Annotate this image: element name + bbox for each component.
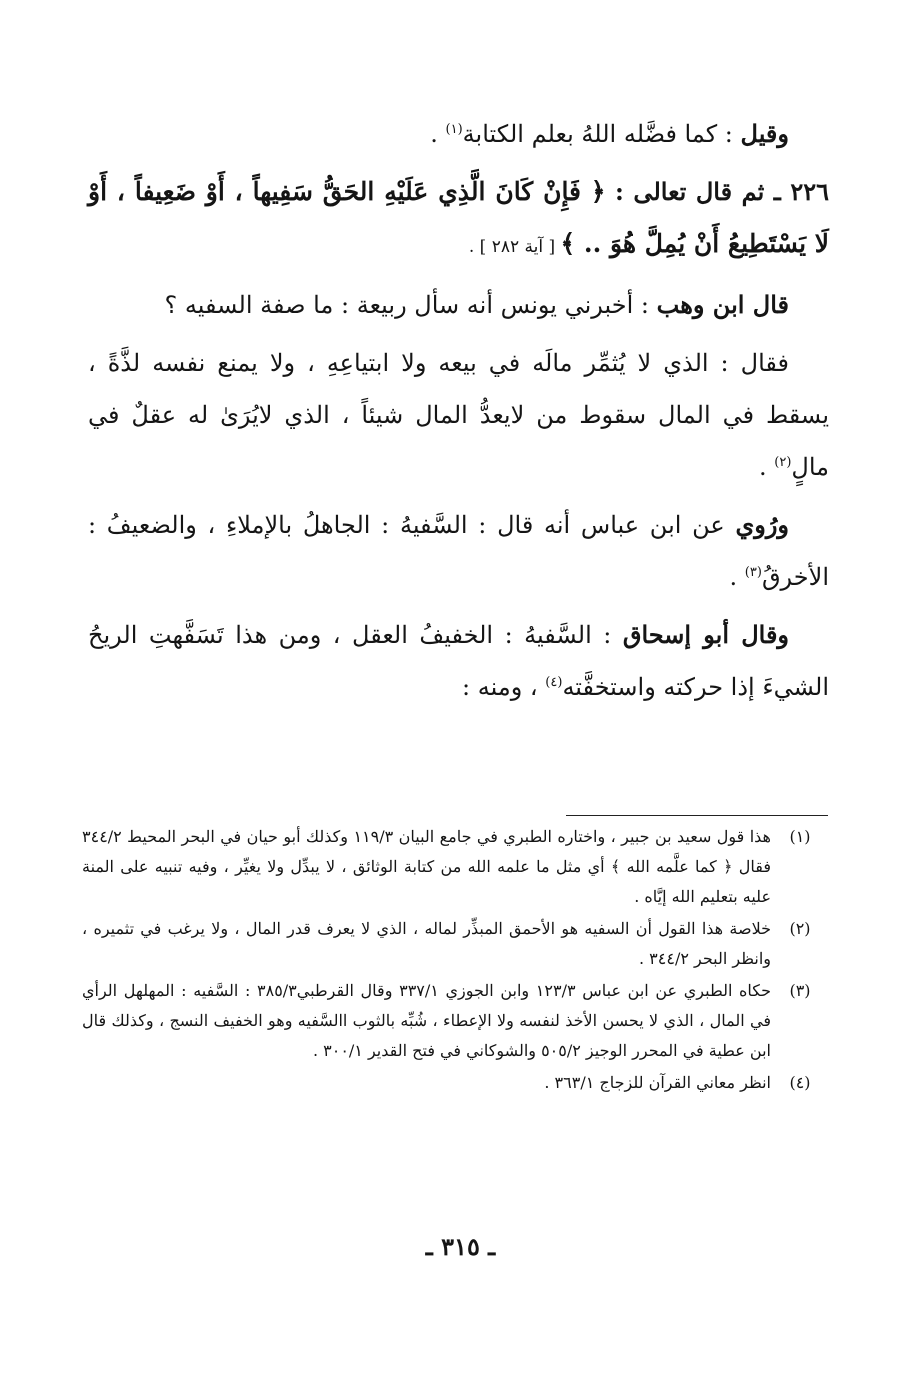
item-number: ٢٢٦ ـ bbox=[773, 177, 830, 206]
footnote-ref-3: (٣) bbox=[744, 565, 762, 580]
footnotes bbox=[82, 822, 829, 1100]
page-number: ـ ٣١٥ ـ bbox=[425, 1232, 496, 1261]
paragraph-4 bbox=[88, 337, 829, 493]
footnote-text: هذا قول سعيد بن جبير ، واختاره الطبري في جامع البيان ١١٩/٣ وكذلك أبو حيان في البحر المحيط ٣٤٤/٢ فقال ﴿ كما علَّمه الله ﴾ أي مثل ما علمه الله من كتابة الوثائق ، لا يبدِّل ولا يغيِّر ، وفيه تنبيه على المنة عليه بتعليم الله إيَّاه . bbox=[82, 827, 771, 906]
paragraph-4-text: فقال : الذي لا يُثمِّر مالَه في بيعه ولا ابتياعِهِ ، ولا يمنع نفسه لذَّةً ، يسقط في المال سقوط من لايعدُّ المال شيئاً ، الذي لايُرَىٰ له عقلٌ في مالٍ bbox=[88, 349, 829, 481]
paragraph-1-end: . bbox=[430, 120, 446, 148]
footnote-text: خلاصة هذا القول أن السفيه هو الأحمق المبذِّر لماله ، الذي لا يعرف قدر المال ، ولا يرغب في تثميره ، وانظر البحر ٣٤٤/٢ . bbox=[82, 919, 772, 968]
footnote-ref-4: (٤) bbox=[545, 675, 563, 690]
footnote-ref-2: (٢) bbox=[774, 455, 792, 470]
footnote-text: حكاه الطبري عن ابن عباس ١٢٣/٣ وابن الجوزي ٣٣٧/١ وقال القرطبي٣٨٥/٣ : السَّفيه : المهلهل الرأي في المال ، الذي لا يحسن الأخذ لنفسه ولا الإعطاء ، شُبِّه بالثوب االسَّفيه وهو الخفيف النسج ، وكذلك قال ابن عطية في المحرر الوجيز ٥٠٥/٢ والشوكاني في فتح القدير ٣٠٠/١ . bbox=[82, 981, 772, 1060]
paragraph-2 bbox=[88, 166, 829, 273]
footnote-text: انظر معاني القرآن للزجاج ٣٦٣/١ . bbox=[544, 1073, 771, 1092]
footnote-4 bbox=[82, 1068, 829, 1098]
footnote-3 bbox=[82, 976, 829, 1066]
paragraph-3 bbox=[88, 279, 829, 331]
paragraph-1-lead: وقيل bbox=[740, 119, 789, 148]
footnote-number: (١) bbox=[789, 827, 811, 846]
paragraph-6-text: : السَّفيهُ : الخفيفُ العقل ، ومن هذا تَسَفَّهتِ الريحُ الشيءَ إذا حركته واستخفَّته bbox=[88, 621, 829, 701]
footnote-2 bbox=[82, 914, 829, 974]
paragraph-5-lead: ورُوي bbox=[735, 510, 789, 539]
paragraph-2-lead: ثم قال تعالى : bbox=[605, 177, 774, 206]
paragraph-3-text: : أخبرني يونس أنه سأل ربيعة : ما صفة السفيه ؟ bbox=[164, 291, 657, 319]
footnote-1 bbox=[82, 822, 829, 912]
paragraph-5-end: . bbox=[729, 563, 745, 591]
footnote-number: (٢) bbox=[789, 919, 811, 938]
paragraph-5 bbox=[88, 499, 829, 603]
paragraph-3-lead: قال ابن وهب bbox=[656, 290, 789, 319]
paragraph-6 bbox=[88, 609, 829, 713]
paragraph-1 bbox=[88, 108, 829, 160]
paragraph-5-text: عن ابن عباس أنه قال : السَّفيهُ : الجاهلُ بالإملاءِ ، والضعيفُ : الأخرقُ bbox=[88, 511, 829, 591]
ayah-reference: [ آية ٢٨٢ ] . bbox=[468, 237, 561, 257]
main-text bbox=[88, 108, 829, 719]
quran-verse: ﴿ فَإِنْ كَانَ الَّذِي عَلَيْهِ الحَقُّ سَفِيهاً ، أَوْ ضَعِيفاً ، أَوْ لَا يَسْتَطِيعُ أَنْ يُمِلَّ هُوَ .. ﴾ bbox=[88, 177, 829, 258]
paragraph-1-text: : كما فضَّله اللهُ بعلم الكتابة bbox=[462, 120, 741, 148]
paragraph-6-end: ، ومنه : bbox=[462, 673, 546, 701]
paragraph-4-end: . bbox=[758, 453, 775, 481]
footnote-number: (٤) bbox=[789, 1073, 811, 1092]
footnote-separator bbox=[566, 815, 828, 816]
footnote-number: (٣) bbox=[789, 981, 811, 1000]
footnote-ref-1: (١) bbox=[445, 122, 463, 137]
paragraph-6-lead: وقال أبو إسحاق bbox=[622, 620, 790, 649]
